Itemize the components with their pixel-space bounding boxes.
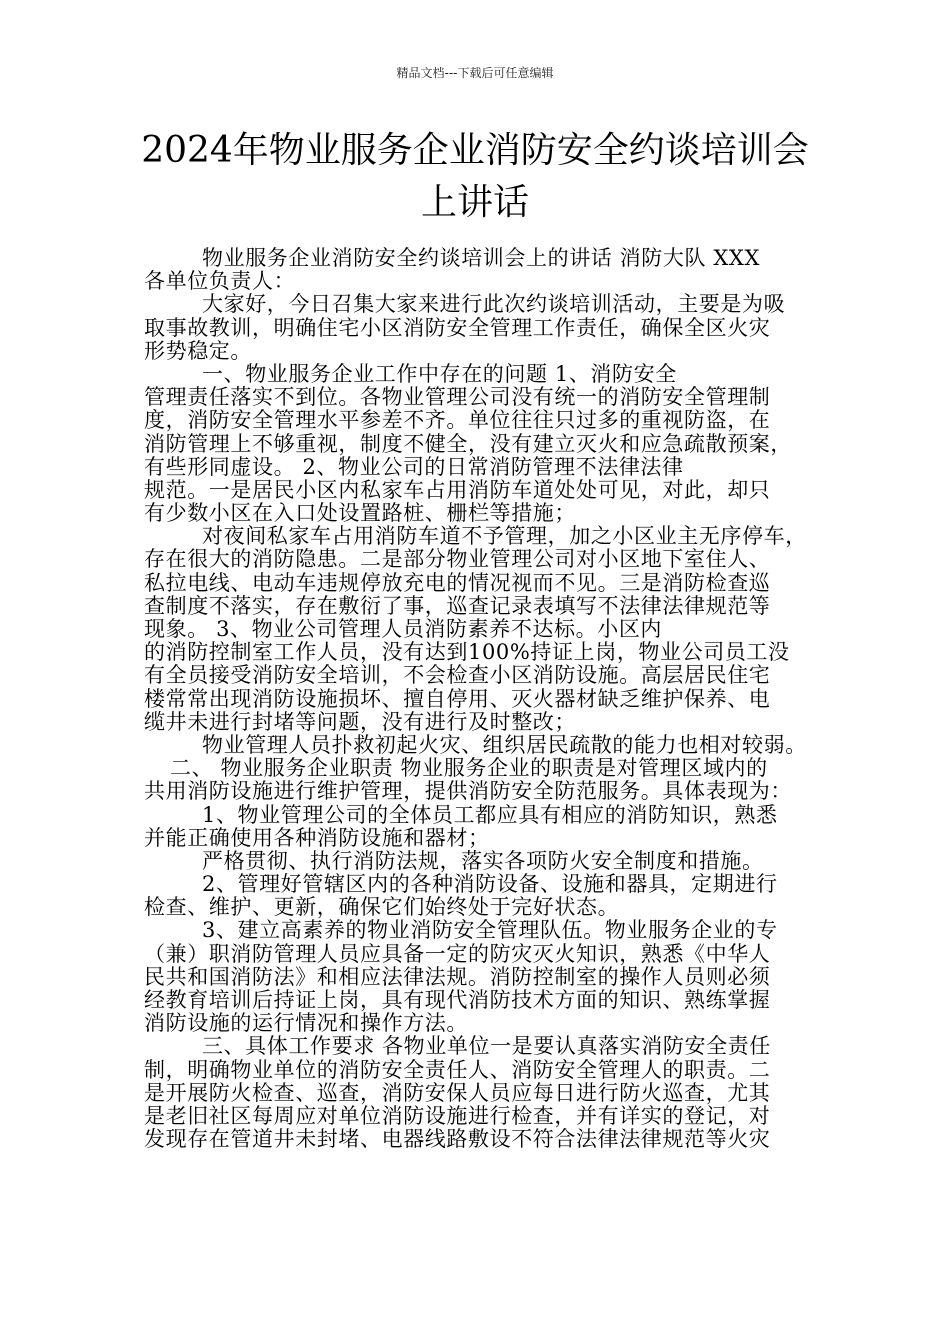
body-line: 私拉电线、电动车违规停放充电的情况视而不见。三是消防检查巡 (144, 570, 771, 595)
body-line: 各单位负责人： (144, 269, 296, 294)
document-body (144, 247, 814, 1151)
body-line: 有少数小区在入口处设置路桩、栅栏等措施； (144, 501, 576, 526)
body-line: 二、 物业服务企业职责 物业服务企业的职责是对管理区域内的 (170, 756, 768, 781)
title-line-1: 2024年物业服务企业消防安全约谈培训会 (141, 130, 809, 171)
title-line-2: 上讲话 (420, 182, 529, 223)
body-line: 3、建立高素养的物业消防安全管理队伍。物业服务企业的专 (202, 918, 778, 943)
page-header: 精品文档---下载后可任意编辑 (396, 66, 554, 80)
body-line: 经教育培训后持证上岗，具有现代消防技术方面的知识、熟练掌握 (144, 988, 771, 1012)
body-line: 有全员接受消防安全培训，不会检查小区消防设施。高层居民住宅 (144, 663, 771, 688)
body-line: 一、物业服务企业工作中存在的问题 1、消防安全 (202, 361, 677, 386)
body-line: 大家好，今日召集大家来进行此次约谈培训活动，主要是为吸 (202, 292, 786, 317)
body-line: 度，消防安全管理水平参差不齐。单位往往只过多的重视防盗，在 (144, 408, 771, 433)
body-line: 规范。一是居民小区内私家车占用消防车道处处可见，对此，却只 (144, 477, 771, 502)
body-line: 发现存在管道井未封堵、电器线路敷设不符合法律法律规范等火灾 (144, 1127, 771, 1152)
body-line: （兼）职消防管理人员应具备一定的防灾灭火知识，熟悉《中华人 (144, 941, 771, 966)
document-title (0, 125, 950, 229)
body-line: 是开展防火检查、巡查，消防安保人员应每日进行防火巡查，尤其 (144, 1080, 771, 1105)
body-line: 并能正确使用各种消防设施和器材； (144, 825, 490, 850)
body-line: 存在很大的消防隐患。二是部分物业管理公司对小区地下室住人、 (144, 547, 771, 572)
body-line: 民共和国消防法》和相应法律法规。消防控制室的操作人员则必须 (144, 964, 771, 989)
body-line: 2、管理好管辖区内的各种消防设备、设施和器具，定期进行 (202, 872, 778, 897)
body-line: 1、物业管理公司的全体员工都应具有相应的消防知识，熟悉 (202, 802, 778, 827)
body-line: 严格贯彻、执行消防法规，落实各项防火安全制度和措施。 (202, 848, 764, 873)
body-line: 取事故教训，明确住宅小区消防安全管理工作责任，确保全区火灾 (144, 315, 771, 340)
body-line: 三、具体工作要求 各物业单位一是要认真落实消防安全责任 (202, 1034, 771, 1059)
body-line: 现象。 3、物业公司管理人员消防素养不达标。小区内 (144, 617, 663, 641)
body-line: 楼常常出现消防设施损坏、擅自停用、灭火器材缺乏维护保养、电 (144, 686, 771, 711)
body-line: 检查、维护、更新，确保它们始终处于完好状态。 (144, 895, 620, 920)
body-line: 形势稳定。 (144, 338, 252, 363)
body-line: 物业管理人员扑救初起火灾、组织居民疏散的能力也相对较弱。 (202, 732, 807, 757)
body-line: 管理责任落实不到位。各物业管理公司没有统一的消防安全管理制 (144, 385, 771, 410)
body-line: 对夜间私家车占用消防车道不予管理，加之小区业主无序停车， (202, 524, 807, 549)
body-line: 共用消防设施进行维护管理，提供消防安全防范服务。具体表现为： (144, 779, 792, 804)
body-line: 是老旧社区每周应对单位消防设施进行检查，并有详实的登记，对 (144, 1103, 771, 1128)
body-line: 消防设施的运行情况和操作方法。 (144, 1011, 468, 1036)
body-line: 制，明确物业单位的消防安全责任人、消防安全管理人的职责。二 (144, 1057, 771, 1082)
body-line: 查制度不落实，存在敷衍了事，巡查记录表填写不法律法律规范等 (144, 593, 771, 618)
body-line: 缆井未进行封堵等问题，没有进行及时整改； (144, 709, 576, 734)
body-line: 消防管理上不够重视，制度不健全，没有建立灭火和应急疏散预案， (144, 431, 792, 456)
body-line: 有些形同虚设。 2、物业公司的日常消防管理不法律法律 (144, 454, 684, 479)
body-line: 物业服务企业消防安全约谈培训会上的讲话 消防大队 XXX (202, 246, 760, 270)
body-line: 的消防控制室工作人员，没有达到100%持证上岗，物业公司员工没 (144, 640, 790, 665)
